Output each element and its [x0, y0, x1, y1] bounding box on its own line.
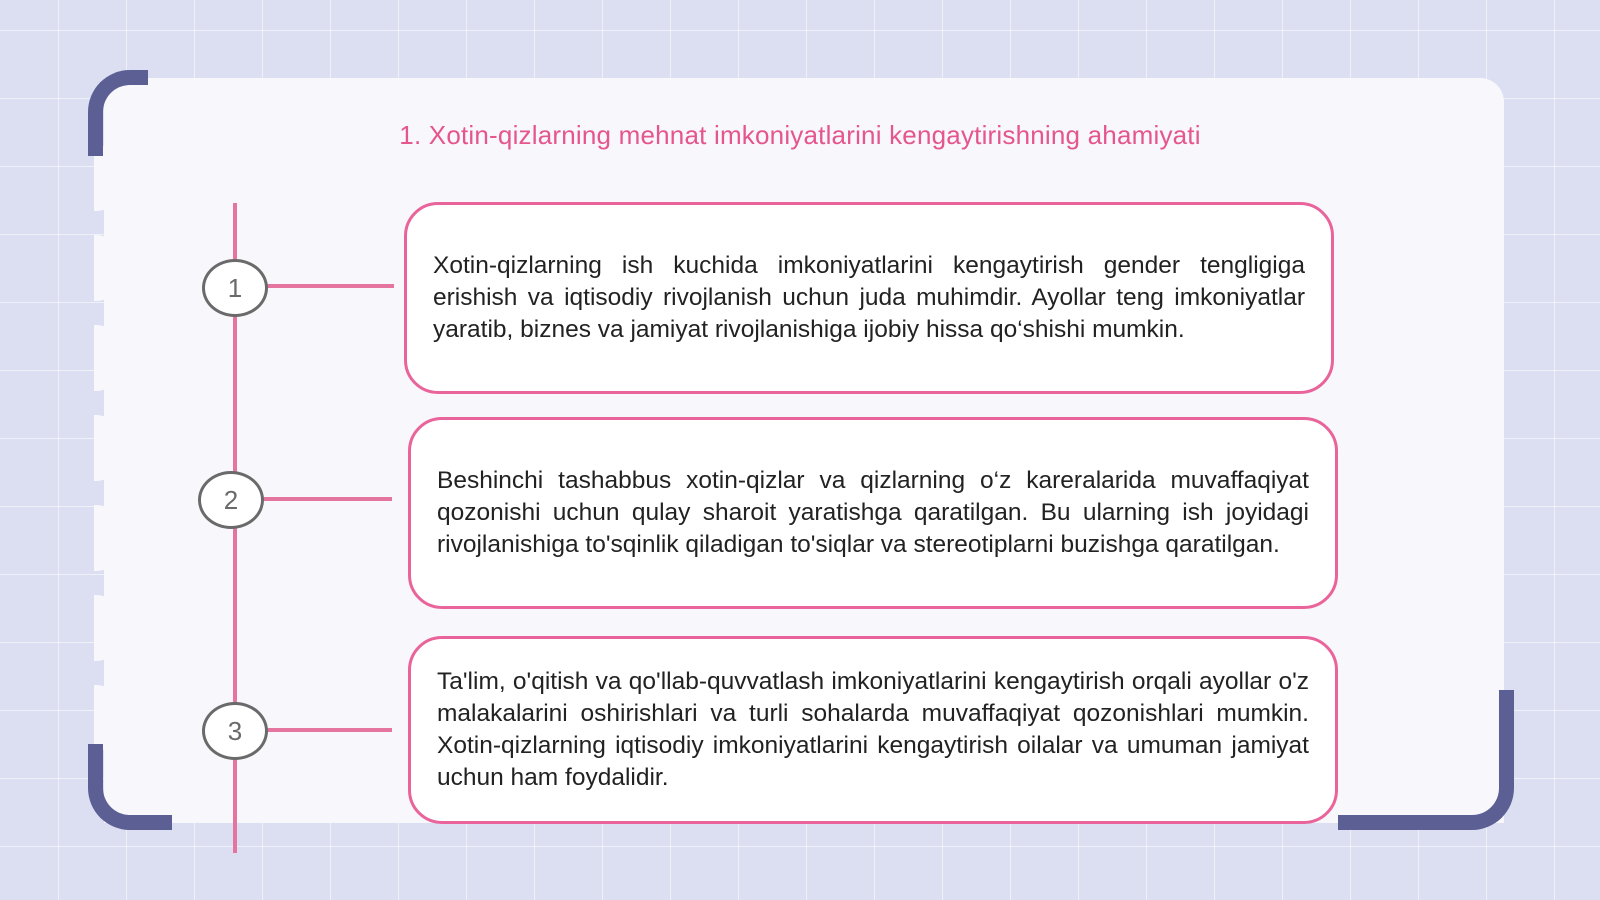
timeline-connector: [266, 284, 394, 288]
step-number-badge: 3: [202, 702, 268, 760]
step-card-text: Ta'lim, o'qitish va qo'llab-quvvatlash imkoniyatlarini kengaytirish orqali ayollar o'z malakalarini oshirishlari va turli sohalarda muvaffaqiyat qozonishlari mumkin. Xotin-qizlarning iqtisodiy imkoniyatlarini kengaytirish oilalar va umuman jamiyat uchun ham foydalidir.: [437, 668, 1309, 791]
step-card-text: Xotin-qizlarning ish kuchida imkoniyatlarini kengaytirish gender tengligiga erishish va iqtisodiy rivojlanish uchun juda muhimdir. Ayollar teng imkoniyatlar yaratib, biznes va jamiyat rivojlanishiga ijobiy hissa qo‘shishi mumkin.: [433, 252, 1305, 343]
step-number-badge: 2: [198, 471, 264, 529]
slide-title: 1. Xotin-qizlarning mehnat imkoniyatlarini kengaytirishning ahamiyati: [399, 120, 1201, 150]
step-card: [408, 636, 1338, 824]
step-card: [404, 202, 1334, 394]
frame-corner-top-left: [88, 70, 148, 156]
step-card-text: Beshinchi tashabbus xotin-qizlar va qizlarning o‘z kareralarida muvaffaqiyat qozonishi uchun qulay sharoit yaratishga qaratilgan. Bu ularning ish joyidagi rivojlanishiga to'sqinlik qiladigan to'siqlar va stereotiplarni buzishga qaratilgan.: [437, 467, 1309, 558]
timeline-connector: [266, 728, 392, 732]
frame-corner-bottom-left: [88, 744, 172, 830]
timeline-connector: [262, 497, 392, 501]
step-number-badge: 1: [202, 259, 268, 317]
step-card: [408, 417, 1338, 609]
frame-corner-bottom-right: [1338, 690, 1514, 830]
